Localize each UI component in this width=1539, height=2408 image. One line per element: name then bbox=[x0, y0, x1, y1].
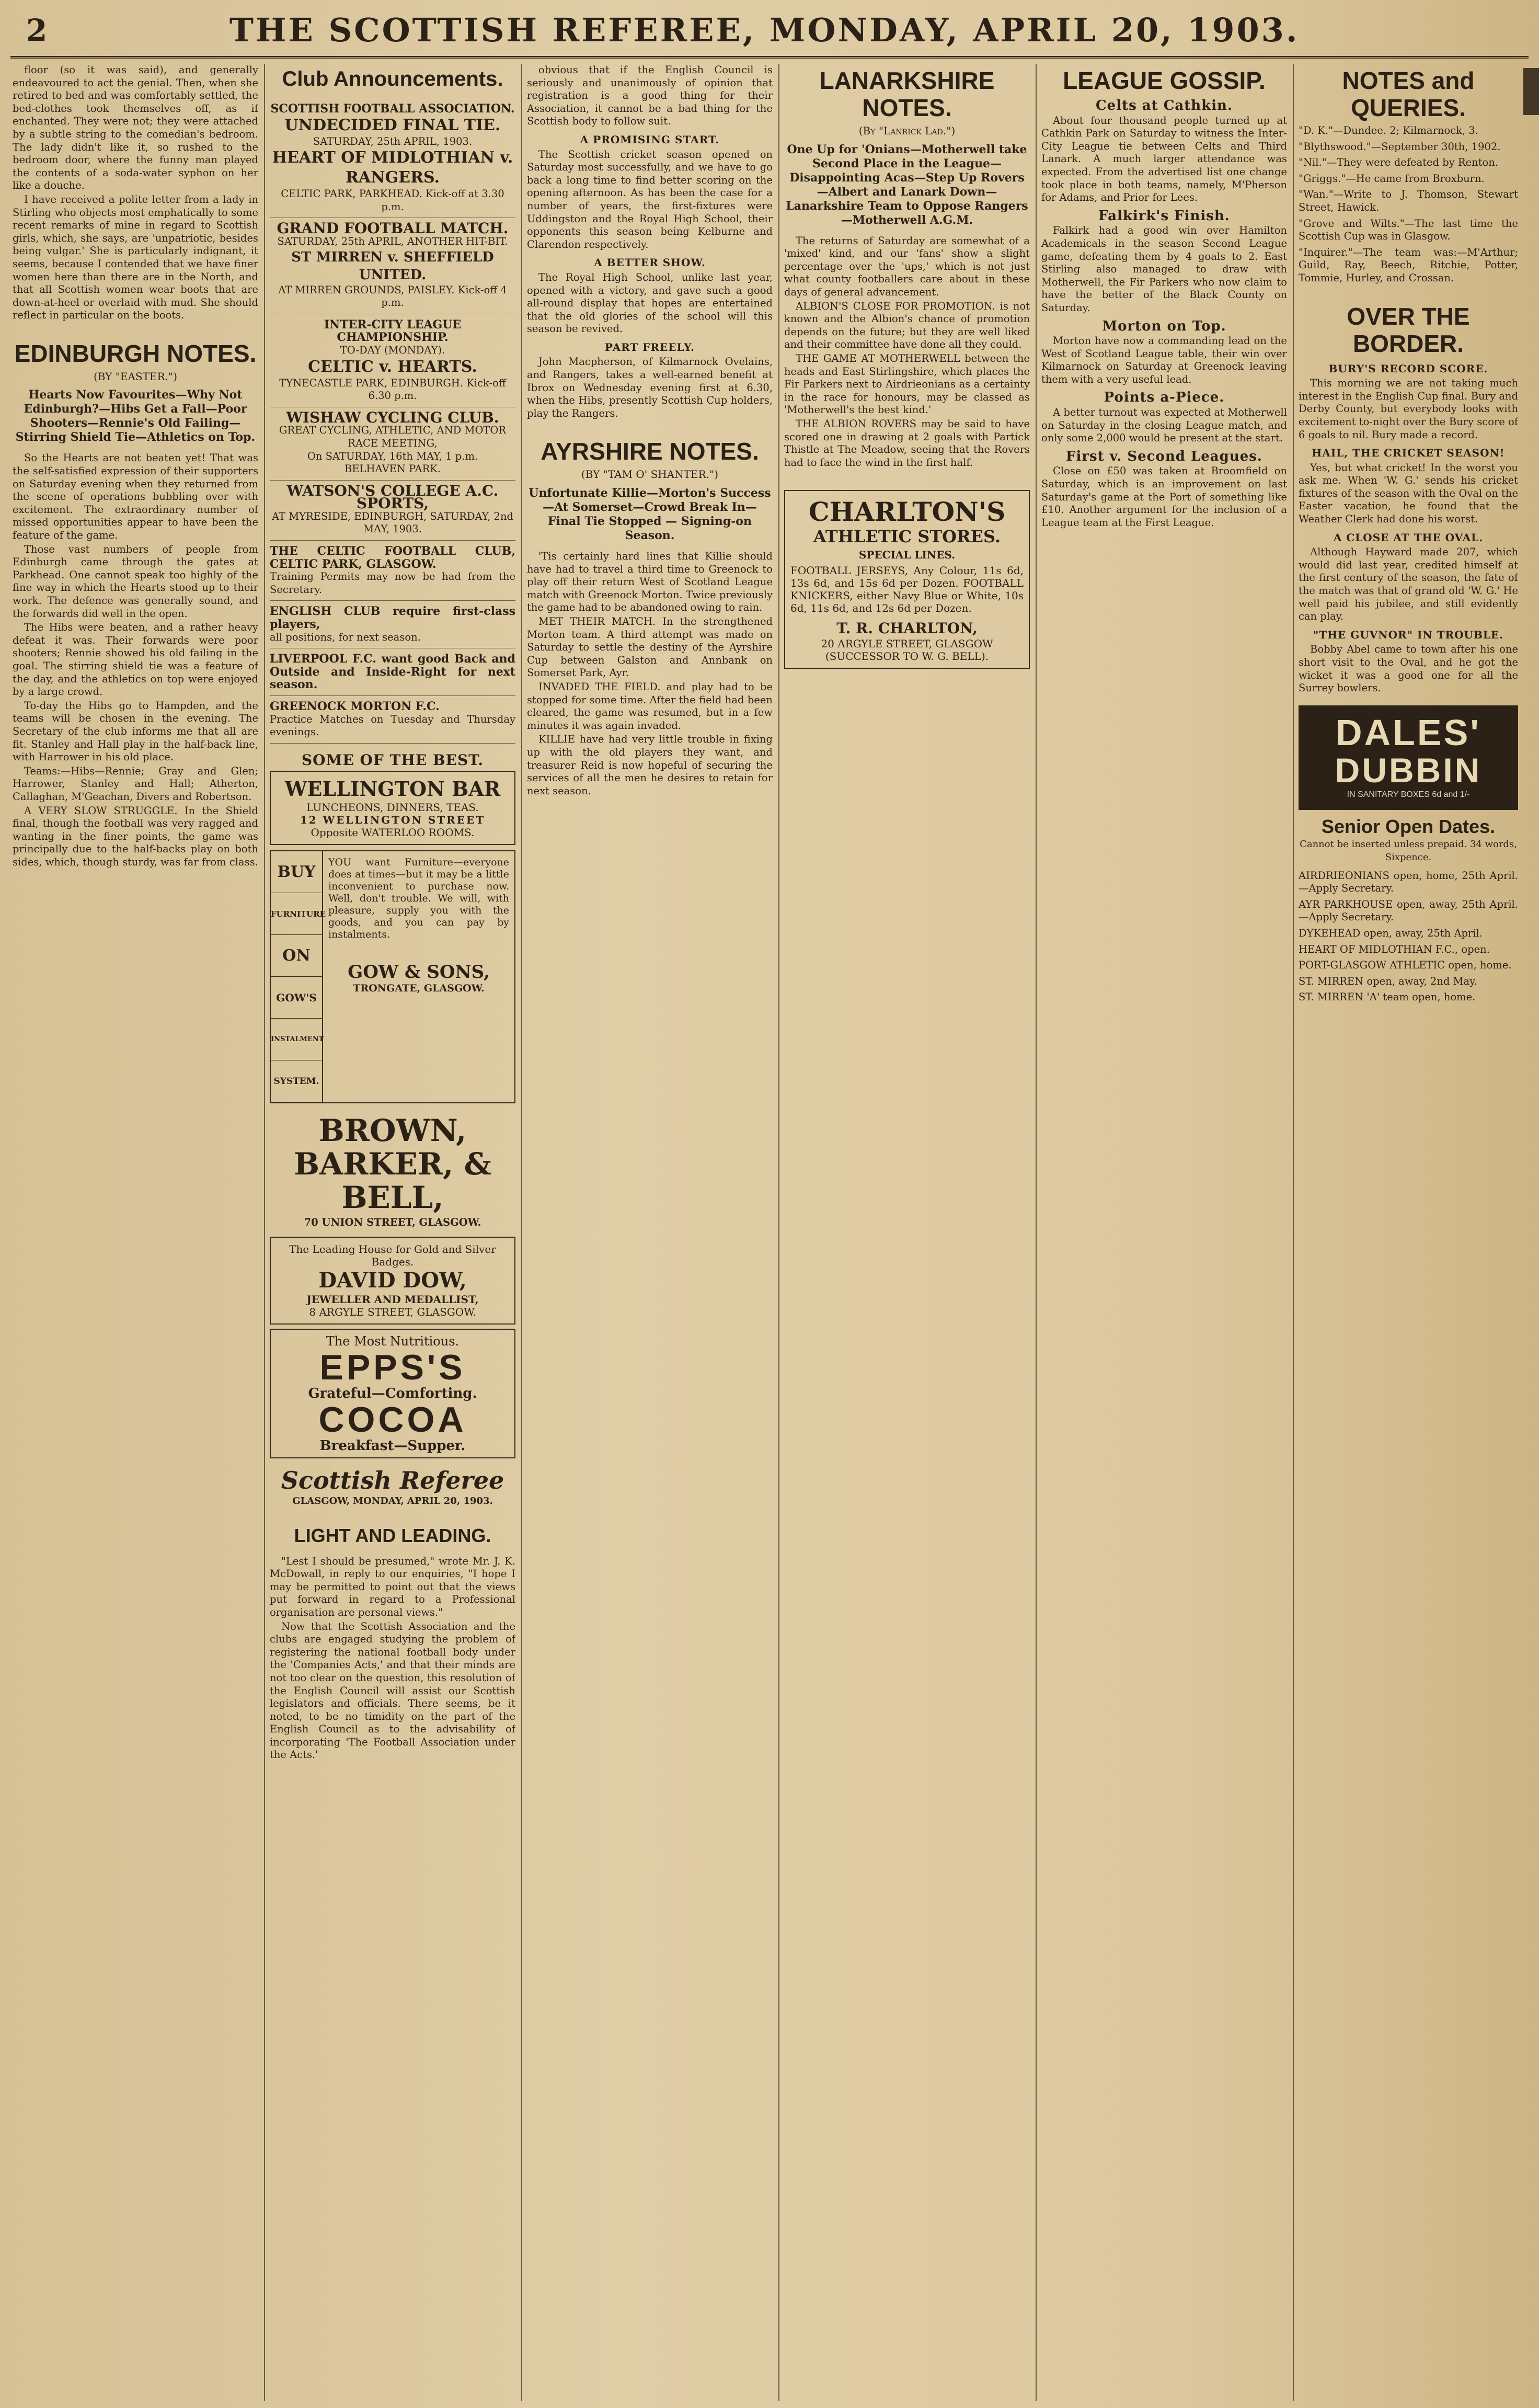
charltons-athletic-stores-ad: CHARLTON'S ATHLETIC STORES. SPECIAL LINES. FOOTBALL JERSEYS, Any Colour, 11s 6d, 13s 6d, and 15s 6d per Dozen. FOOTBALL KNICKERS, either Navy Blue or White, 10s 6d, 11s 6d, and 12s 6d per Dozen. T. R. CHARLTON, 20 ARGYLE STREET, GLASGOW (SUCCESSOR TO W. G. BELL). bbox=[784, 490, 1030, 669]
notes-and-queries-title: NOTES and QUERIES. bbox=[1342, 67, 1475, 121]
subheading: First v. Second Leagues. bbox=[1066, 448, 1262, 464]
subheading: Morton on Top. bbox=[1102, 318, 1226, 334]
ayrshire-headline: Unfortunate Killie—Morton's Success—At Somerset—Crowd Break In—Final Tie Stopped — Signing-on Season. bbox=[529, 486, 771, 543]
masthead bbox=[10, 4, 1529, 59]
article-paragraph: The Royal High School, unlike last year, opened with a victory, and gave such a good all-round display that hopes are entertained that the old glories of the school will this season be revived. bbox=[527, 271, 773, 335]
dales-dubbin-ad: DALES' DUBBIN IN SANITARY BOXES 6d and 1/- bbox=[1299, 705, 1518, 810]
article-paragraph: About four thousand people turned up at Cathkin Park on Saturday to witness the Inter-City League tie between Celts and Third Lanark. A much larger attendance was expected. From the advertised list one change took place in both teams, namely, M'Pherson for Adams, and Prior for Lees. bbox=[1041, 114, 1287, 204]
column-rule bbox=[1293, 64, 1294, 2401]
column-rule bbox=[778, 64, 779, 2401]
lanarkshire-notes-title: LANARKSHIRE NOTES. bbox=[819, 67, 995, 121]
edinburgh-headline: Hearts Now Favourites—Why Not Edinburgh?—Hibs Get a Fall—Poor Shooters—Rennie's Old Failing—Stirring Shield Tie—Athletics on Top. bbox=[15, 388, 256, 444]
wellington-bar-ad: WELLINGTON BAR LUNCHEONS, DINNERS, TEAS. 12 WELLINGTON STREET Opposite WATERLOO ROOMS. bbox=[270, 771, 515, 845]
league-gossip-title: LEAGUE GOSSIP. bbox=[1063, 67, 1266, 94]
subheading: A PROMISING START. bbox=[580, 133, 720, 146]
announcement-english-club: ENGLISH CLUB require first-class players, all positions, for next season. bbox=[270, 601, 515, 648]
subheading: Points a-Piece. bbox=[1104, 390, 1225, 406]
article-paragraph: KILLIE have had very little trouble in fixing up with the old players they want, and treasurer Reid is now hopeful of securing the services of all the men he desires to retain for next season. bbox=[527, 733, 773, 797]
brown-barker-bell-ad: BROWN, BARKER, & BELL, bbox=[294, 1113, 491, 1216]
ayrshire-notes-title: AYRSHIRE NOTES. bbox=[541, 438, 759, 465]
some-of-the-best: SOME OF THE BEST. bbox=[301, 751, 484, 769]
article-paragraph: obvious that if the English Council is seriously and unanimously of opinion that registration is a good thing for their Association, it cannot be a bad thing for the Scottish body to follow suit. bbox=[527, 64, 773, 128]
announcement-sfa: SCOTTISH FOOTBALL ASSOCIATION. UNDECIDED FINAL TIE. SATURDAY, 25th APRIL, 1903. HEART OF MIDLOTHIAN v. RANGERS. CELTIC PARK, PARKHEAD. Kick-off at 3.30 p.m. bbox=[270, 98, 515, 218]
announcement-celtic: THE CELTIC FOOTBALL CLUB, CELTIC PARK, GLASGOW. Training Permits may now be had from the Secretary. bbox=[270, 541, 515, 601]
article-paragraph: THE ALBION ROVERS may be said to have scored one in drawing at 2 goals with Partick Thistle at The Meadow, seeing that the Rovers had to face the wind in the first half. bbox=[784, 417, 1030, 469]
subheading: Celts at Cathkin. bbox=[1095, 98, 1233, 113]
query-item: "Nil."—They were defeated by Renton. bbox=[1299, 156, 1499, 169]
article-paragraph: A better turnout was expected at Motherwell on Saturday in the closing League match, and only some 2,000 would be present at the start. bbox=[1041, 406, 1287, 444]
over-the-border-title: OVER THE BORDER. bbox=[1347, 302, 1470, 357]
article-paragraph: ALBION'S CLOSE FOR PROMOTION. is not known and the Albion's chance of promotion depends on the future; but they are well liked and their committee have done all they could. bbox=[784, 300, 1030, 351]
subheading: Falkirk's Finish. bbox=[1098, 208, 1230, 224]
column-2: Club Announcements. SCOTTISH FOOTBALL ASSOCIATION. UNDECIDED FINAL TIE. SATURDAY, 25th APRIL, 1903. HEART OF MIDLOTHIAN v. RANGERS. CELTIC PARK, PARKHEAD. Kick-off at 3.30 p.m. GRAND FOOTBALL MATCH. SATURDAY, 25th APRIL, ANOTHER HIT-BIT. ST MIRREN v. SHEFFIELD UNITED. AT MIRREN GROUNDS, PAISLEY. Kick-off 4 p.m. INTER-CITY LEAGUE CHAMPIONSHIP. TO-DAY (MONDAY). CELTIC v. HEARTS. TYNECASTLE PARK, EDINBURGH. Kick-off 6.30 p.m. WISHAW CYCLING CLUB. GREAT CYCLING, ATHLETIC, AND MOTOR RACE MEETING, On SATURDAY, 16th MAY, 1 p.m. BELHAVEN PARK. WATSON'S COLLEGE A.C. SPORTS, AT MYRESIDE, EDINBURGH, SATURDAY, 2nd MAY, 1903. THE CELTIC FOOTBALL CLUB, CELTIC PARK, GLASGOW. Training Permits may now be had from the Secretary. ENGLISH CLUB require first-class players, all positions, for next season. LIVERPOOL F.C. want good Back and Outside and Inside-Right for next season. GREENOCK MORTON F.C. Practice Matches on Tuesday and Thursday evenings. SOME OF THE BEST. WELLINGTON BAR LUNCHEONS, DINNERS, TEAS. 12 WELLINGTON STREET Opposite WATERLOO ROOMS. BUY FURNITURE ON GOW'S INSTALMENT SYSTEM. YOU want Furniture—everyone does at times—but it may be a little inconvenient to purchase now. Well, don't trouble. We will, with pleasure, supply you with the goods, and you can pay by instalments. GOW & SONS, TRONGATE, GLASGOW. BROWN, BARKER, & BELL, 70 UNION STREET, GLASGOW. The Leading House for Gold and Silver Badges. DAVID DOW, JEWELLER AND MEDALLIST, 8 ARGYLE STREET, GLASGOW. The Most Nutritious. EPPS'S Grateful—Comforting. COCOA Breakfast—Supper. Scottish Referee GLASGOW, MONDAY, APRIL 20, 1903. LIGHT AND LEADING. "Lest I should be presumed," wrote Mr. J. K. McDowall, in reply to our enquiries, "I hope I may be permitted to point out that the views put forward in regard to a Professional organisation are personal views." Now that the Scottish Association and the clubs are engaged studying the problem of registering the national football body under the 'Companies Acts,' and that their minds are not too clear on the question, this resolution of the English Council will assist our Scottish legislators and officials. There seems, be it noted, to be no timidity on the part of the English Council as to the advisability of incorporating 'The Football Association under the Acts.' bbox=[270, 67, 515, 1761]
page-edge-mark bbox=[1523, 68, 1539, 115]
subheading: A BETTER SHOW. bbox=[594, 256, 706, 269]
lanarkshire-byline: (By "Lanrick Lad.") bbox=[858, 124, 956, 137]
senior-open-dates-note: Cannot be inserted unless prepaid. 34 words, Sixpence. bbox=[1300, 839, 1517, 863]
article-paragraph: Close on £50 was taken at Broomfield on Saturday, which is an improvement on last Saturday's game at the Port of something like £10. Another argument for the inclusion of a League team at the First League. bbox=[1041, 465, 1287, 529]
epps-cocoa-ad: The Most Nutritious. EPPS'S Grateful—Comforting. COCOA Breakfast—Supper. bbox=[270, 1329, 515, 1458]
edinburgh-byline: (BY "EASTER.") bbox=[93, 370, 177, 383]
column-4 bbox=[784, 64, 1030, 2401]
column-6 bbox=[1299, 64, 1518, 2401]
article-paragraph: This morning we are not taking much interest in the English Cup final. Bury and Derby County, but everybody looks with excitement to-night over the Bury score of 6 goals to nil. Bury made a record. bbox=[1299, 377, 1518, 441]
subheading: A CLOSE AT THE OVAL. bbox=[1333, 531, 1484, 544]
article-paragraph: MET THEIR MATCH. In the strengthened Morton team. A third attempt was made on Saturday to settle the destiny of the Ayrshire Cup between Galston and Annbank on Somerset Park, Ayr. bbox=[527, 615, 773, 679]
announcement-morton: GREENOCK MORTON F.C. Practice Matches on Tuesday and Thursday evenings. bbox=[270, 696, 515, 744]
announcement-wishaw: WISHAW CYCLING CLUB. GREAT CYCLING, ATHLETIC, AND MOTOR RACE MEETING, On SATURDAY, 16th MAY, 1 p.m. BELHAVEN PARK. bbox=[270, 407, 515, 481]
article-paragraph: Morton have now a commanding lead on the West of Scotland League table, their win over Kilmarnock on Saturday at Greenock leaving them with a very useful lead. bbox=[1041, 335, 1287, 385]
article-paragraph: The Scottish cricket season opened on Saturday most successfully, and we have to go back a long time to find better scoring on the opening afternoon. As has been the case for a number of years, the first-fixtures were Uddingston and the Royal High School, their opponents this season being Kelburne and Clarendon respectively. bbox=[527, 148, 773, 250]
scottish-referee-masthead: Scottish Referee GLASGOW, MONDAY, APRIL 20, 1903. bbox=[281, 1466, 504, 1507]
article-paragraph: The returns of Saturday are somewhat of a 'mixed' kind, and our 'fans' show a slight percentage over the 'ups,' which is not just what county footballers care about in these days of general advancement. bbox=[784, 234, 1030, 298]
intro-paragraph: I have received a polite letter from a lady in Stirling who objects most emphatically to some recent remarks of mine in regard to Scottish girls, which, she says, are 'unpatriotic, besides being vulgar.' She is particularly indignant, it seems, because I contended that we have finer women here than there are in the North, and that all Scottish women wear boots that are down-at-heel or overlaid with mud. She should reflect in particular on the boots. bbox=[13, 193, 258, 322]
light-and-leading-title: LIGHT AND LEADING. bbox=[294, 1524, 491, 1546]
page-number: 2 bbox=[26, 12, 48, 48]
subheading: BURY'S RECORD SCORE. bbox=[1328, 362, 1488, 375]
open-date-item: ST. MIRREN open, away, 2nd May. bbox=[1299, 975, 1477, 987]
open-date-item: AYR PARKHOUSE open, away, 25th April.—Apply Secretary. bbox=[1299, 898, 1518, 923]
ayrshire-byline: (BY "TAM O' SHANTER.") bbox=[581, 468, 719, 481]
article-paragraph: Yes, but what cricket! In the worst you ask me. When 'W. G.' sends his cricket fixtures of the season with the Oval on the Easter vacation, he found that the Weather Clerk had done his worst. bbox=[1299, 461, 1518, 526]
david-dow-ad: The Leading House for Gold and Silver Badges. DAVID DOW, JEWELLER AND MEDALLIST, 8 ARGYLE STREET, GLASGOW. bbox=[270, 1237, 515, 1325]
query-item: "Inquirer."—The team was:—M'Arthur; Guild, Ray, Beech, Ritchie, Potter, Tommie, Hurley, and Crossan. bbox=[1299, 246, 1518, 284]
club-announcements-title: Club Announcements. bbox=[282, 67, 503, 90]
column-5 bbox=[1041, 64, 1287, 2401]
query-item: "D. K."—Dundee. 2; Kilmarnock, 3. bbox=[1299, 124, 1478, 136]
open-date-item: ST. MIRREN 'A' team open, home. bbox=[1299, 991, 1476, 1003]
article-paragraph: A VERY SLOW STRUGGLE. In the Shield final, though the football was very ragged and wanting in the finer points, the game was principally due to the half-backs play on both sides, which, though sturdy, was far from class. bbox=[13, 804, 258, 868]
masthead-title: THE SCOTTISH REFEREE, MONDAY, APRIL 20, 1903. bbox=[229, 11, 1300, 49]
open-date-item: HEART OF MIDLOTHIAN F.C., open. bbox=[1299, 943, 1490, 955]
column-1 bbox=[13, 64, 258, 2401]
article-paragraph: Although Hayward made 207, which would did last year, credited himself at the first century of the season, the fate of the match was that of grand old 'W. G.' He well paid his jubilee, and still evidently can play. bbox=[1299, 546, 1518, 623]
article-paragraph: The Hibs were beaten, and a rather heavy defeat it was. Their forwards were poor shooters; Rennie showed his old failing in the goal. The stirring shield tie was a feature of the day, and the athletics on top were enjoyed by a large crowd. bbox=[13, 621, 258, 698]
query-item: "Griggs."—He came from Broxburn. bbox=[1299, 172, 1485, 185]
subheading: HAIL, THE CRICKET SEASON! bbox=[1312, 447, 1505, 460]
article-paragraph: Those vast numbers of people from Edinburgh came through the gates at Parkhead. One cannot speak too highly of the fine way in which the Hearts stood up to their work. The defence was generally sound, and the forwards did well in the open. bbox=[13, 543, 258, 620]
edinburgh-notes-title: EDINBURGH NOTES. bbox=[14, 339, 257, 367]
open-date-item: AIRDRIEONIANS open, home, 25th April.—Apply Secretary. bbox=[1299, 869, 1518, 895]
article-paragraph: So the Hearts are not beaten yet! That was the self-satisfied expression of their supporters on Saturday evening when they returned from the scene of operations bubbling over with excitement. The extraordinary number of missed opportunities appear to have been the feature of the game. bbox=[13, 452, 258, 542]
senior-open-dates-title: Senior Open Dates. bbox=[1321, 815, 1496, 837]
article-paragraph: Bobby Abel came to town after his one short visit to the Oval, and he got the wicket it was a good one for all the Surrey bowlers. bbox=[1299, 643, 1518, 694]
lanarkshire-headline: One Up for 'Onians—Motherwell take Second Place in the League—Disappointing Acas—Step Up Rovers—Albert and Lanark Down—Lanarkshire Team to Oppose Rangers—Motherwell A.G.M. bbox=[786, 142, 1028, 227]
gows-furniture-ad: BUY FURNITURE ON GOW'S INSTALMENT SYSTEM. YOU want Furniture—everyone does at times—but it may be a little inconvenient to purchase now. Well, don't trouble. We will, with pleasure, supply you with the goods, and you can pay by instalments. GOW & SONS, TRONGATE, GLASGOW. bbox=[270, 850, 515, 1103]
announcement-watsons: WATSON'S COLLEGE A.C. SPORTS, AT MYRESIDE, EDINBURGH, SATURDAY, 2nd MAY, 1903. bbox=[270, 481, 515, 541]
query-item: "Wan."—Write to J. Thomson, Stewart Street, Hawick. bbox=[1299, 188, 1518, 213]
article-paragraph: Teams:—Hibs—Rennie; Gray and Glen; Harrower, Stanley and Hall; Atherton, Callaghan, M'Geachan, Divers and Robertson. bbox=[13, 764, 258, 803]
subheading: PART FREELY. bbox=[605, 340, 695, 353]
article-paragraph: Falkirk had a good win over Hamilton Academicals in the season Second League game, defeating them by 4 goals to 2. East Stirling also managed to draw with Motherwell, the Fir Parkers who now claim to have the better of the Black County on Saturday. bbox=[1041, 224, 1287, 314]
column-rule bbox=[264, 64, 265, 2401]
article-paragraph: 'Tis certainly hard lines that Killie should have had to travel a third time to Greenock to play off their return West of Scotland League match with Greenock Morton. Twice previously the game had to be abandoned owing to rain. bbox=[527, 550, 773, 614]
announcement-liverpool: LIVERPOOL F.C. want good Back and Outside and Inside-Right for next season. bbox=[270, 648, 515, 696]
query-item: "Grove and Wilts."—The last time the Scottish Cup was in Glasgow. bbox=[1299, 217, 1518, 243]
article-paragraph: John Macpherson, of Kilmarnock Ovelains, and Rangers, takes a well-earned benefit at Ibrox on Wednesday evening first at 6.30, when the Hibs, presently Scottish Cup holders, play the Rangers. bbox=[527, 356, 773, 419]
article-paragraph: THE GAME AT MOTHERWELL between the heads and East Stirlingshire, which places the Fir Parkers next to Airdrieonians as a certainty in the race for honours, may be classed as 'Motherwell's the best kind.' bbox=[784, 352, 1030, 416]
announcement-st-mirren: GRAND FOOTBALL MATCH. SATURDAY, 25th APRIL, ANOTHER HIT-BIT. ST MIRREN v. SHEFFIELD UNITED. AT MIRREN GROUNDS, PAISLEY. Kick-off 4 p.m. bbox=[270, 218, 515, 314]
article-paragraph: "Lest I should be presumed," wrote Mr. J. K. McDowall, in reply to our enquiries, "I hope I may be permitted to point out that the views put forward in regard to a Professional organisation are personal views." bbox=[270, 1555, 515, 1618]
subheading: "THE GUVNOR" IN TROUBLE. bbox=[1313, 628, 1504, 641]
query-item: "Blythswood."—September 30th, 1902. bbox=[1299, 140, 1501, 153]
open-date-item: PORT-GLASGOW ATHLETIC open, home. bbox=[1299, 959, 1512, 972]
column-rule bbox=[521, 64, 522, 2401]
article-paragraph: To-day the Hibs go to Hampden, and the teams will be chosen in the evening. The Secretary of the club informs me that all are fit. Stanley and Hall play in the half-back line, with Harrower in his old place. bbox=[13, 699, 258, 763]
open-date-item: DYKEHEAD open, away, 25th April. bbox=[1299, 927, 1483, 939]
intro-paragraph: floor (so it was said), and generally endeavoured to act the genial. Then, when she retired to bed and was comfortably settled, the bed-clothes took themselves off, as if enchanted. They were not; they were attached by a subtle string to the comedian's bedroom. The lady didn't like it, so rushed to the bedroom door, where the funny man played the contents of a soda-water syphon on her like a douche. bbox=[13, 64, 258, 192]
article-paragraph: Now that the Scottish Association and the clubs are engaged studying the problem of registering the national football body under the 'Companies Acts,' and that their minds are not too clear on the question, this resolution of the English Council will assist our Scottish legislators and officials. There seems, be it noted, to be no timidity on the part of the English Council as to the advisability of incorporating 'The Football Association under the Acts.' bbox=[270, 1620, 515, 1761]
announcement-inter-city: INTER-CITY LEAGUE CHAMPIONSHIP. TO-DAY (MONDAY). CELTIC v. HEARTS. TYNECASTLE PARK, EDINBURGH. Kick-off 6.30 p.m. bbox=[270, 314, 515, 407]
column-3 bbox=[527, 64, 773, 2401]
column-rule bbox=[1036, 64, 1037, 2401]
article-paragraph: INVADED THE FIELD. and play had to be stopped for some time. After the field had been cleared, the game was resumed, but in a few minutes it was again invaded. bbox=[527, 680, 773, 732]
